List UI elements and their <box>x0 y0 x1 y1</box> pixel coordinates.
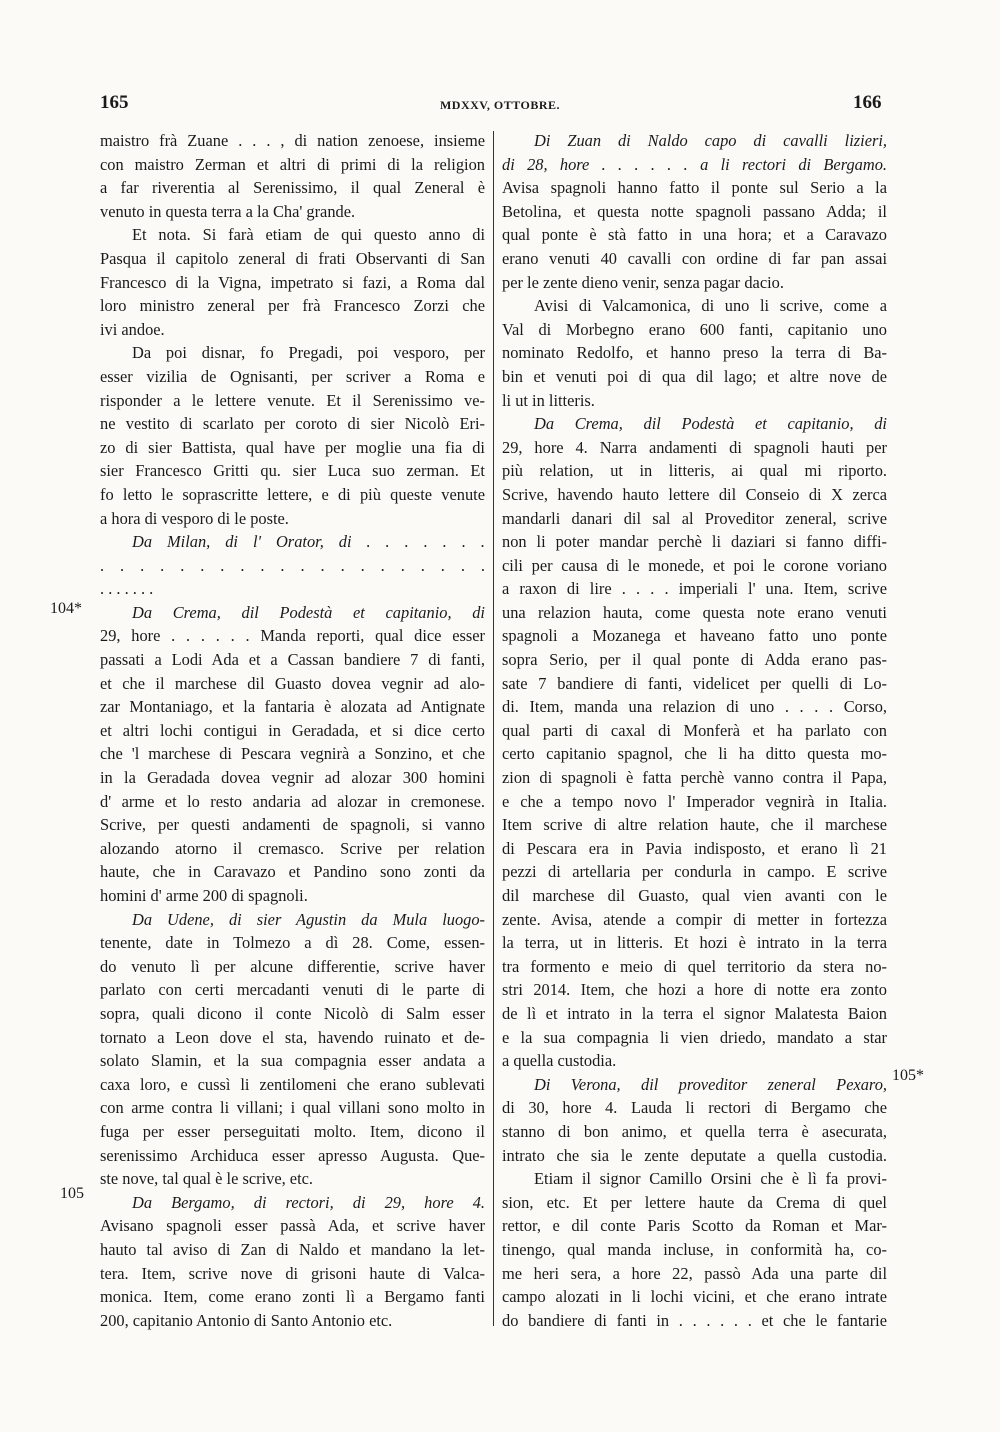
text-line: risponder a le lettere venute. Et il Serenissimo ve- <box>100 390 485 410</box>
text-line: Etiam il signor Camillo Orsini che è lì fa provi- <box>534 1169 887 1189</box>
text-line: do bandiere di fanti in . . . . . . et che le fantarie <box>502 1310 887 1330</box>
text-line: sion, etc. Et per lettere haute da Crema di quel <box>502 1192 887 1212</box>
text-line: Da Bergamo, di rectori, di 29, hore 4. <box>132 1192 485 1212</box>
text-line: Scrive, per questi andamenti de spagnoli, si vanno <box>100 815 485 835</box>
text-line: Avisano spagnoli esser passà Ada, et scrive haver <box>100 1216 485 1236</box>
text-line: con maistro Zerman et altri di primi di la religion <box>100 154 485 174</box>
text-line: 29, hore . . . . . . Manda reporti, qual dice esser <box>100 626 485 646</box>
text-line: sier Francesco Gritti qu. sier Luca suo zerman. Et <box>100 461 485 481</box>
margin-number: 104* <box>50 600 82 617</box>
text-line: erano venuti 40 cavalli con ordine di far pan assai <box>502 248 887 268</box>
text-line: Avisa spagnoli hanno fatto il ponte sul Serio a la <box>502 178 887 198</box>
text-line: de lì et intrato in la terra el signor Malatesta Baion <box>502 1003 887 1023</box>
text-line: campo alozati in li lochi vicini, et che erano intrate <box>502 1287 887 1307</box>
text-line: zion di spagnoli è fatta perchè vanno contra il Papa, <box>502 768 887 788</box>
text-line: qual ponte è stà fatto in una hora; et a Caravazo <box>502 225 887 245</box>
page-number-right: 166 <box>853 92 882 113</box>
text-line: a far riverentia al Serenissimo, il qual Zeneral è <box>100 178 485 198</box>
text-line: monica. Item, come erano zonti lì a Bergamo fanti <box>100 1287 485 1307</box>
text-line: zo di sier Battista, qual have per moglie una fia di <box>100 437 485 457</box>
right-column <box>502 129 887 1332</box>
text-line: 200, capitanio Antonio di Santo Antonio etc. <box>100 1310 393 1330</box>
text-line: venuto in questa terra a la Cha' grande. <box>100 201 356 221</box>
text-line: nominato Redolfo, et hanno preso la terra di Ba- <box>502 343 887 363</box>
text-line: zente. Avisa, atende a compir di metter in fortezza <box>502 909 887 929</box>
page-number-left: 165 <box>100 92 129 113</box>
text-line: tra formento e meio di quel territorio da stera no- <box>502 956 887 976</box>
text-line: e che a tempo novo l' Imperador vegnirà in Italia. <box>502 791 887 811</box>
text-line: 29, hore 4. Narra andamenti di spagnoli hauti per <box>502 437 887 457</box>
text-line: ivi andoe. <box>100 319 165 339</box>
text-line: a raxon di lire . . . . imperiali l' una. Item, scrive <box>502 579 887 599</box>
text-line: bin et venuti poi di qua dil lago; et altre nove de <box>502 366 887 386</box>
text-line: a hora di vesporo di le poste. <box>100 508 289 528</box>
text-line: maistro frà Zuane . . . , di nation zenoese, insieme <box>100 131 485 150</box>
margin-number: 105* <box>892 1067 924 1084</box>
text-line: ste nove, tal qual è le scrive, etc. <box>100 1169 313 1189</box>
text-line: tinengo, qual manda incluse, in conformità ha, co- <box>502 1239 887 1259</box>
text-line: li ut in litteris. <box>502 390 595 410</box>
text-line: zar Montaniago, et la fantaria è alozata ad Antignate <box>100 697 485 717</box>
text-line: Val di Morbegno erano 600 fanti, capitanio uno <box>502 319 887 339</box>
text-line: Da Crema, dil Podestà et capitanio, di <box>132 602 485 622</box>
text-line: sate 7 bandiere di fanti, videlicet per quelli di Lo- <box>502 673 887 693</box>
text-line: sopra, quali dicono il conte Nicolò di Salm esser <box>100 1003 485 1023</box>
text-line: con arme contra li villani; i qual villani sono molto in <box>100 1098 485 1118</box>
text-line: caxa loro, e cussì li zentilomeni che erano sublevati <box>100 1074 485 1094</box>
text-line: serenissimo Archiduca esser apresso Augusta. Que- <box>100 1145 485 1165</box>
text-line: di 28, hore . . . . . . a li rectori di Bergamo. <box>502 154 887 174</box>
text-line: Et nota. Si farà etiam de qui questo anno di <box>132 225 485 245</box>
text-line: tera. Item, scrive nove di grisoni haute di Valca- <box>100 1263 485 1283</box>
text-line: Da Milan, di l' Orator, di . . . . . . . <box>132 532 485 552</box>
text-line: fo letto le soprascritte lettere, e di più queste venute <box>100 484 485 504</box>
text-line: stanno di bon animo, et quella terra è asecurata, <box>502 1121 887 1141</box>
text-line: mandarli danari dil sal al Proveditor zeneral, scrive <box>502 508 887 528</box>
text-line: qual parti di caxal di Monferà et ha parlato con <box>502 720 887 740</box>
text-line: Avisi di Valcamonica, di uno li scrive, come a <box>534 296 887 316</box>
text-line: per le zente dieno venir, senza pagar dacio. <box>502 272 784 292</box>
left-column <box>100 129 485 1332</box>
text-line: non li poter mandar perchè li daziari si fanno diffi- <box>502 532 887 552</box>
text-line: homini d' arme 200 di spagnoli. <box>100 886 308 905</box>
text-line: alozando atorno il cremasco. Scrive per relation <box>100 838 485 858</box>
text-line: Da Crema, dil Podestà et capitanio, di <box>534 414 887 434</box>
text-line: me heri sera, a hore 22, passò Ada una parte dil <box>502 1263 887 1283</box>
text-line: di Pescara era in Pavia indisposto, et erano lì 21 <box>502 838 887 858</box>
text-line: spagnoli a Mozanega et haveano fatto uno ponte <box>502 626 887 646</box>
text-line: fuga per esser perseguitati molto. Item, dicono il <box>100 1121 485 1141</box>
text-line: Pasqua il capitolo zeneral di frati Observanti di San <box>100 248 485 268</box>
text-line: hauto tal aviso di Zan di Naldo et mandano la let- <box>100 1239 485 1259</box>
text-line: cili per causa di le monede, et poi le corone voriano <box>502 555 887 575</box>
running-header: MDXXV, OTTOBRE. <box>439 98 561 112</box>
text-line: Da poi disnar, fo Pregadi, poi vesporo, per <box>132 343 485 363</box>
text-line: esser vizilia de Ognisanti, per scriver a Roma e <box>100 366 485 386</box>
text-line: Scrive, havendo hauto lettere dil Conseio di X zerca <box>502 484 887 504</box>
text-line: tornato a Leon dove el sta, havendo ruinato et de- <box>100 1027 485 1047</box>
text-line: in la Geradada dovea vegnir ad alozar 300 homini <box>100 768 485 788</box>
text-line: certo capitanio spagnol, che li ha ditto questa mo- <box>502 744 887 764</box>
text-line: haute, che in Caravazo et Pandino sono zonti da <box>100 862 485 882</box>
text-line: Betolina, et questa notte spagnoli passano Adda; il <box>502 201 887 221</box>
column-rule <box>493 131 494 1326</box>
text-line: che 'l marchese di Pescara vegnirà a Sonzino, et che <box>100 744 485 764</box>
text-line: . . . . . . . <box>100 579 154 599</box>
text-line: Da Udene, di sier Agustin da Mula luogo- <box>132 909 485 929</box>
text-line: . . . . . . . . . . . . . . . . . . . . <box>100 555 485 575</box>
text-line: rettor, e dil conte Paris Scotto da Roman et Mar- <box>502 1216 887 1236</box>
text-line: ne vestito di scarlato per coroto di sier Nicolò Eri- <box>100 414 485 434</box>
text-line: intrato che sia le zente deputate a quella custodia. <box>502 1145 887 1165</box>
text-line: Francesco di la Vigna, impetrato si fazi, a Roma dal <box>100 272 485 292</box>
text-line: dil marchese dil Guasto, qual vien avanti con le <box>502 886 887 905</box>
text-line: una relazion hauta, come questa note erano venuti <box>502 602 887 622</box>
text-line: la terra, ut in litteris. Et hozi è intrato in la terra <box>502 933 887 953</box>
text-line: solato Slamin, et la sua compagnia esser andata a <box>100 1051 485 1071</box>
margin-number: 105 <box>60 1185 84 1202</box>
text-line: sopra Serio, per il qual ponte di Adda erano pas- <box>502 650 887 670</box>
text-line: et altri lochi contigui in Geradada, et si dice certo <box>100 720 485 740</box>
text-line: pezzi di artellaria per condurla in campo. E scrive <box>502 862 887 882</box>
text-line: Di Zuan di Naldo capo di cavalli lizieri, <box>534 131 887 150</box>
text-line: passati a Lodi Ada et a Cassan bandiere 7 di fanti, <box>100 650 485 670</box>
text-line: parlato con certi mercadanti venuti di le parte di <box>100 980 485 1000</box>
text-line: a quella custodia. <box>502 1051 617 1071</box>
text-line: Item scrive di altre relation haute, che il marchese <box>502 815 887 835</box>
text-line: loro ministro zeneral per frà Francesco Zorzi che <box>100 296 485 316</box>
text-line: più relation, ut in litteris, ai qual mi riporto. <box>502 461 887 481</box>
text-line: Di Verona, dil proveditor zeneral Pexaro, <box>534 1074 887 1094</box>
text-line: stri 2014. Item, che hozi a hore di notte era zonto <box>502 980 887 1000</box>
text-line: et che il marchese dil Guasto dovea vegnir ad alo- <box>100 673 485 693</box>
text-line: di 30, hore 4. Lauda li rectori di Bergamo che <box>502 1098 887 1118</box>
text-line: do venuto lì per alcune differentie, scrive haver <box>100 956 485 976</box>
text-line: tenente, date in Tolmezo a dì 28. Come, essen- <box>100 933 485 953</box>
text-line: d' arme et lo resto andaria ad alozar in cremonese. <box>100 791 485 811</box>
text-line: e la sua compagnia li vien driedo, mandato a star <box>502 1027 887 1047</box>
text-line: di. Item, manda una relazion di uno . . . . Corso, <box>502 697 887 717</box>
